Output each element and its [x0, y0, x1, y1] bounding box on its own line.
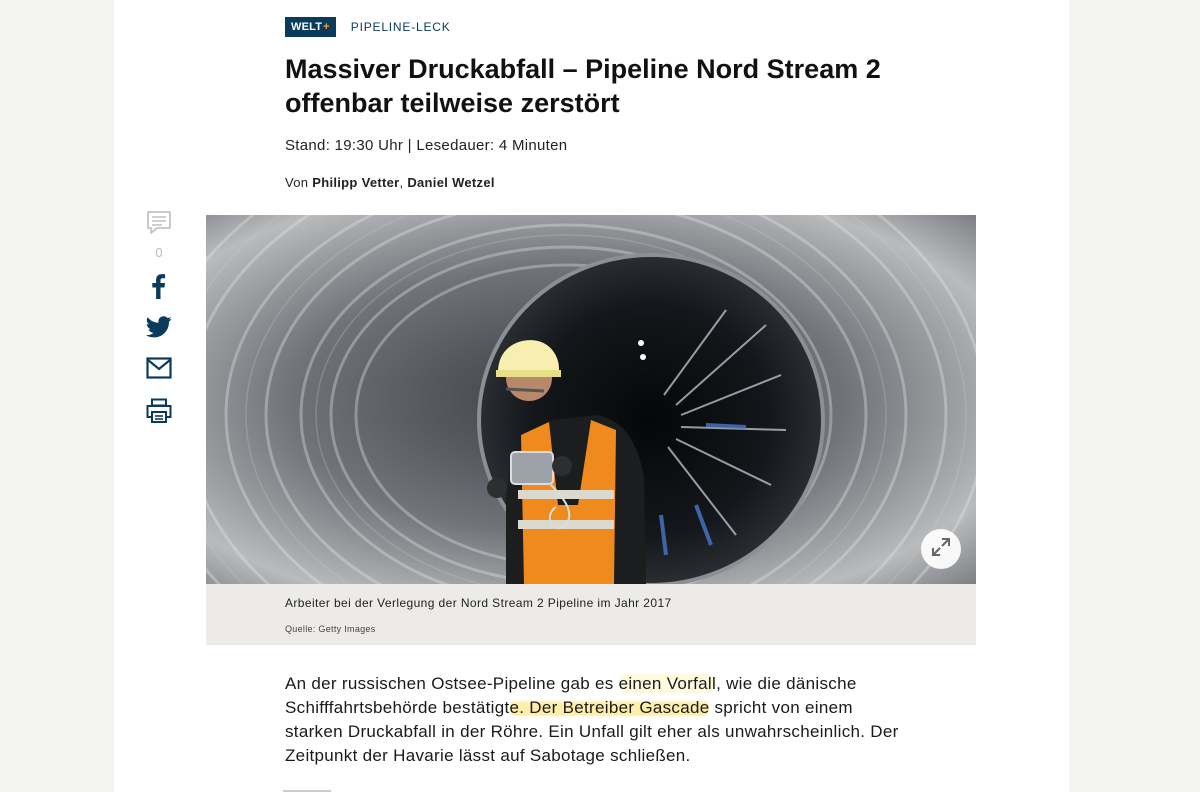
brand-name: WELT: [291, 21, 323, 33]
image-caption-box: [206, 584, 976, 645]
author-link[interactable]: Philipp Vetter: [312, 175, 400, 190]
body-text-segment: spricht von einem starken Druckabfall in der Röhre. Ein Unfall gilt eher als unwahrscheinlich. Der Zeitpunkt der Havarie lässt auf Sabotage schließen.: [285, 698, 899, 765]
highlighted-text: e. Der Betreiber Gascade: [509, 698, 710, 717]
article-headline: Massiver Druckabfall – Pipeline Nord Stream 2 offenbar teilweise zerstört: [285, 54, 881, 118]
facebook-icon: [147, 273, 171, 304]
welt-plus-logo[interactable]: [285, 17, 336, 37]
image-caption: Arbeiter bei der Verlegung der Nord Stream 2 Pipeline im Jahr 2017: [285, 596, 672, 610]
print-icon: [146, 398, 172, 429]
article-body-paragraph: [285, 672, 905, 768]
facebook-share-button[interactable]: [140, 273, 178, 304]
expand-image-button[interactable]: [921, 529, 961, 569]
mail-icon: [146, 357, 172, 384]
twitter-share-button[interactable]: [140, 316, 178, 343]
comment-icon: [146, 210, 172, 241]
comment-button[interactable]: [140, 210, 178, 241]
hero-image[interactable]: [206, 215, 976, 584]
byline: [285, 175, 495, 190]
article-header: [285, 17, 451, 37]
twitter-icon: [146, 316, 172, 343]
pipeline-worker-photo: [206, 215, 976, 584]
body-text-segment: An der russischen Ostsee-Pipeline gab es: [285, 674, 619, 693]
byline-prefix: Von: [285, 175, 313, 190]
print-button[interactable]: [140, 398, 178, 429]
image-credit: Quelle: Getty Images: [285, 624, 376, 634]
author-link[interactable]: Daniel Wetzel: [407, 175, 495, 190]
highlighted-text: einen Vorfall: [618, 674, 717, 693]
article-kicker[interactable]: PIPELINE-LECK: [350, 20, 451, 34]
body-text-segment: , wie die dänische Schifffahrtsbehörde bestätigt: [285, 674, 857, 717]
brand-plus: +: [323, 21, 330, 33]
byline-separator: ,: [399, 175, 408, 190]
comment-count: 0: [155, 245, 163, 260]
article-meta: Stand: 19:30 Uhr | Lesedauer: 4 Minuten: [285, 137, 568, 154]
expand-icon: [931, 537, 951, 562]
email-share-button[interactable]: [140, 357, 178, 384]
